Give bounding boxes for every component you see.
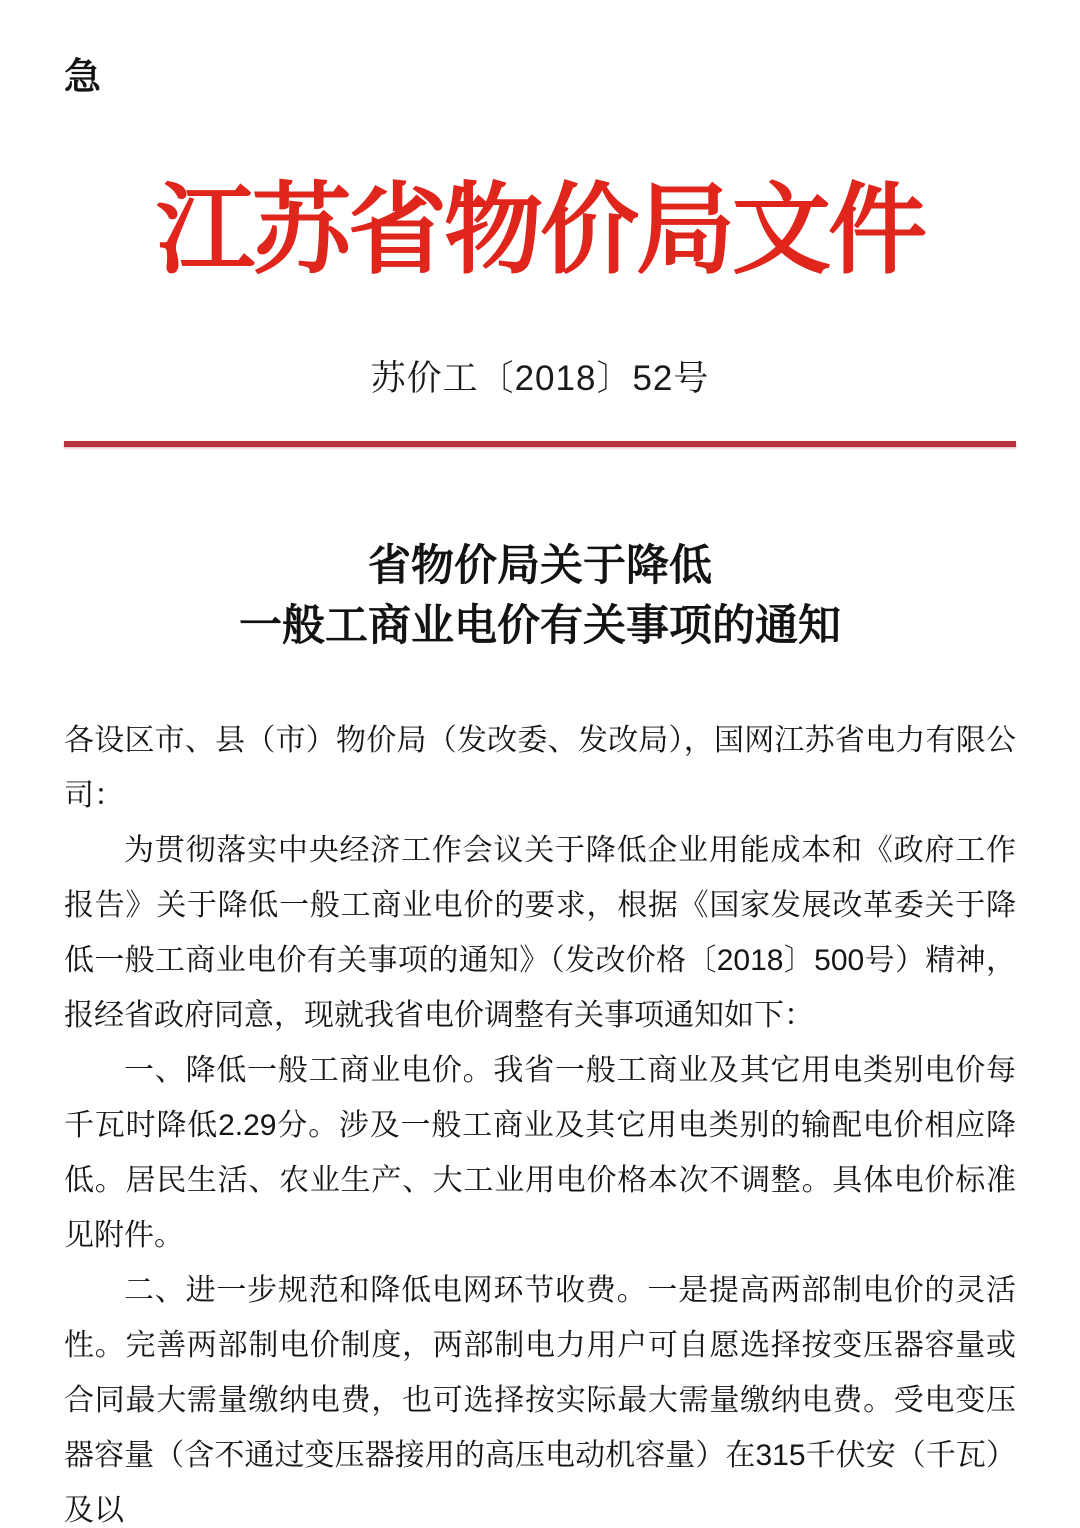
urgency-label: 急: [64, 56, 101, 97]
salutation-line: 各设区市、县（市）物价局（发改委、发改局），国网江苏省电力有限公司：: [64, 724, 1016, 812]
notice-title: [0, 536, 1080, 656]
paragraph-item-one: 一、降低一般工商业电价。我省一般工商业及其它用电类别电价每千瓦时降低2.29分。涉及一般工商业及其它用电类别的输配电价相应降低。居民生活、农业生产、大工业用电价格本次不调整。具体电价标准见附件。: [64, 1054, 1016, 1252]
red-divider-line: [64, 441, 1016, 447]
notice-title-line2: 一般工商业电价有关事项的通知: [239, 602, 841, 650]
agency-header-title: 江苏省物价局文件: [156, 177, 924, 286]
paragraph-preamble: 为贯彻落实中央经济工作会议关于降低企业用能成本和《政府工作报告》关于降低一般工商业电价的要求，根据《国家发展改革委关于降低一般工商业电价有关事项的通知》（发改价格〔2018〕500号）精神，报经省政府同意，现就我省电价调整有关事项通知如下：: [64, 834, 1016, 1032]
document-number: 苏价工〔2018〕52号: [370, 359, 710, 398]
notice-title-line1: 省物价局关于降低: [368, 542, 712, 590]
document-body: [64, 713, 1016, 1528]
paragraph-item-two: 二、进一步规范和降低电网环节收费。一是提高两部制电价的灵活性。完善两部制电价制度，两部制电力用户可自愿选择按变压器容量或合同最大需量缴纳电费，也可选择按实际最大需量缴纳电费。受电变压器容量（含不通过变压器接用的高压电动机容量）在315千伏安（千瓦）及以: [64, 1274, 1016, 1527]
